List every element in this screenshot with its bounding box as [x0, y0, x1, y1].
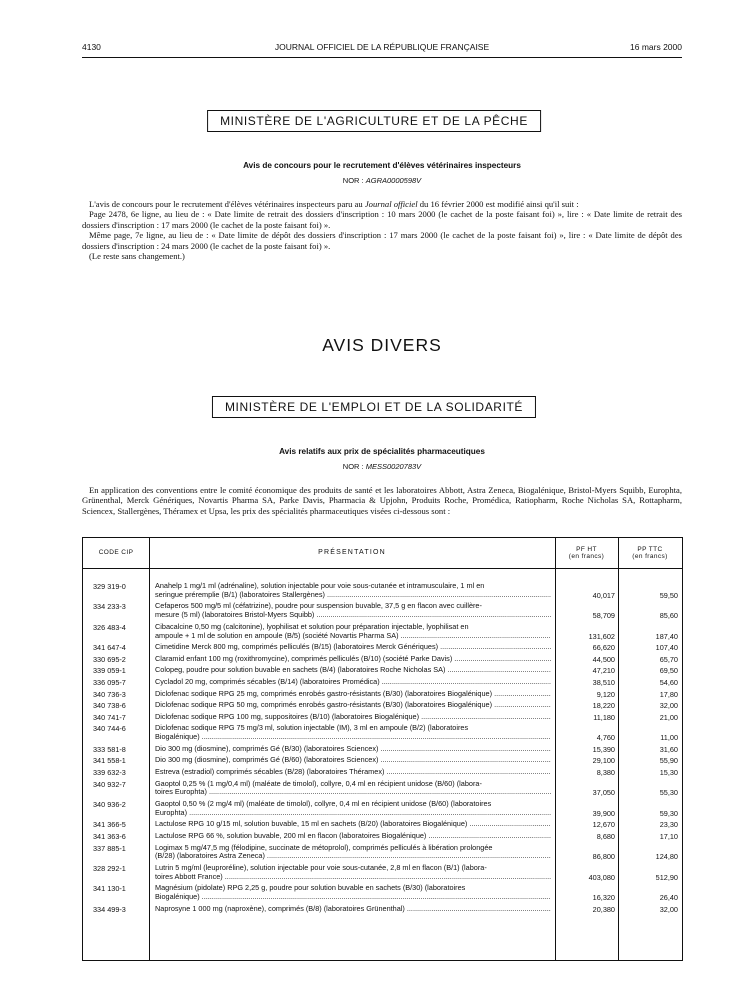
nor-code: AGRA0000598V: [365, 176, 422, 185]
price-pp-ttc: 21,00: [659, 712, 678, 722]
presentation-line: Naprosyne 1 000 mg (naproxène), comprimés (B/8) (laboratoires Grünenthal) .....: [155, 905, 551, 914]
price-pf-ht: 11,180: [593, 712, 615, 722]
column-header-pf-ht: PF HT (en francs): [568, 545, 605, 560]
price-pf-ht: 44,500: [592, 654, 615, 664]
presentation-line: Cimetidine Merck 800 mg, comprimés pelliculés (B/15) (laboratoires Merck Génériques) .....: [155, 643, 551, 652]
column-divider: [555, 538, 556, 960]
price-pf-ht: 9,120: [596, 689, 615, 699]
price-pp-ttc: 23,30: [659, 820, 678, 830]
running-header: [82, 42, 682, 56]
price-pp-ttc: 512,90: [655, 872, 678, 882]
presentation-cell: [155, 884, 551, 902]
price-pp-ttc: 15,30: [659, 768, 678, 777]
presentation-cell: [155, 701, 551, 710]
presentation-cell: [155, 756, 551, 765]
presentation-line: Lactulose RPG 10 g/15 ml, solution buvable, 15 ml en sachets (B/20) (laboratoires Biogalénique) .....: [155, 820, 551, 829]
price-pp-ttc: 55,90: [659, 756, 678, 766]
price-pf-ht: 8,380: [596, 768, 615, 777]
cip-code: 341 363-6: [93, 832, 126, 841]
ministry-box-agriculture: MINISTÈRE DE L'AGRICULTURE ET DE LA PÊCHE: [207, 110, 541, 132]
price-pf-ht: 16,320: [592, 893, 615, 903]
presentation-line: Cycladol 20 mg, comprimés sécables (B/14) (laboratoires Promédica) .....: [155, 678, 551, 687]
paragraph: (Le reste sans changement.): [89, 251, 185, 262]
presentation-cell: [155, 905, 551, 914]
presentation-cell: [155, 864, 551, 882]
nor-label: NOR :: [342, 462, 364, 471]
column-header-code: CODE CIP: [98, 549, 134, 557]
presentation-line: Estreva (estradiol) comprimés sécables (B/28) (laboratoires Théramex) .....: [155, 768, 551, 777]
price-pf-ht: 29,100: [592, 756, 615, 766]
avis-body-concours: [82, 199, 682, 261]
cip-code: 340 932-7: [93, 779, 126, 789]
presentation-cell: [155, 780, 551, 798]
presentation-line: Diclofenac sodique RPG 50 mg, comprimés enrobés gastro-résistants (B/30) (laboratoires Biogalénique) .....: [155, 701, 551, 710]
price-pf-ht: 12,670: [592, 820, 615, 830]
presentation-cell: [155, 666, 551, 675]
presentation-line: Biogalénique) .....: [155, 733, 551, 742]
presentation-cell: [155, 678, 551, 687]
presentation-cell: [155, 655, 551, 664]
presentation-cell: [155, 832, 551, 841]
cip-code: 341 647-4: [93, 643, 126, 653]
cip-code: 336 095-7: [93, 678, 126, 687]
presentation-cell: [155, 745, 551, 754]
presentation-line: Europhta) .....: [155, 809, 551, 818]
presentation-cell: [155, 623, 551, 641]
presentation-line: Diclofenac sodique RPG 25 mg, comprimés enrobés gastro-résistants (B/30) (laboratoires Biogalénique) .....: [155, 690, 551, 699]
price-pf-ht: 37,050: [592, 788, 615, 798]
presentation-line: Cefaperos 500 mg/5 ml (céfatrizine), poudre pour suspension buvable, 37,5 g en flacon avec cuillère-: [155, 602, 482, 611]
presentation-cell: [155, 602, 551, 620]
header-divider: [83, 568, 682, 569]
ministry-box-emploi: MINISTÈRE DE L'EMPLOI ET DE LA SOLIDARITÉ: [212, 396, 536, 418]
presentation-line: Dio 300 mg (diosmine), comprimés Gé (B/30) (laboratoires Sciencex) .....: [155, 745, 551, 754]
price-pp-ttc: 65,70: [659, 654, 678, 664]
cip-code: 340 741-7: [93, 712, 126, 722]
presentation-line: Claramid enfant 100 mg (roxithromycine), comprimés pelliculés (B/10) (société Parke Davis) .....: [155, 655, 551, 664]
journal-title: JOURNAL OFFICIEL DE LA RÉPUBLIQUE FRANÇAISE: [274, 42, 490, 52]
presentation-line: Lutrin 5 mg/ml (leuproréline), solution injectable pour voie sous-cutanée, 2,8 ml en flacon (B/1) (labora-: [155, 864, 487, 872]
paragraph: Page 2478, 6e ligne, au lieu de : « Date limite de retrait des dossiers d'inscription : 10 mars 2000 (le cachet de la poste faisant foi) », lire : « Date limite de retrait des dossiers d'inscription : 17 mars 2000 (le cachet de la poste faisant foi) ».: [82, 209, 682, 230]
column-divider: [149, 538, 150, 960]
price-pp-ttc: 32,00: [659, 701, 678, 711]
price-pp-ttc: 59,50: [659, 590, 678, 600]
presentation-line: mesure (5 ml) (laboratoires Bristol-Myers Squibb) .....: [155, 611, 551, 620]
presentation-line: Magnésium (pidolate) RPG 2,25 g, poudre pour solution buvable en sachets (B/30) (laboratoires: [155, 884, 466, 893]
presentation-line: Gaoptol 0,25 % (1 mg/0,4 ml) (maléate de timolol), collyre, 0,4 ml en récipient unidose (B/60) (labora-: [155, 779, 482, 788]
cip-code: 334 233-3: [93, 602, 126, 612]
paragraph: En application des conventions entre le comité économique des produits de santé et les laboratoires Abbott, Astra Zeneca, Biogalénique, Bristol-Myers Squibb, Europhta, Grünenthal, Merck Génériques, Novartis Pharma SA, Parke Davis, Pharmacia & Upjohn, Produits Roche, Promédica, Ratiopharm, Roche Nicholas SA, Rottapharm, Sciencex, Stallergènes, Théramex et Upsa, les prix des spécialités pharmaceutiques visées ci-dessous sont :: [82, 485, 682, 516]
price-pf-ht: 86,800: [592, 852, 615, 862]
presentation-line: Diclofenac sodique RPG 75 mg/3 ml, solution injectable (IM), 3 ml en ampoule (B/2) (laboratoires: [155, 724, 469, 733]
price-pp-ttc: 187,40: [655, 631, 678, 641]
paragraph: L'avis de concours pour le recrutement d'élèves vétérinaires inspecteurs paru au Journal officiel du 16 février 2000 est modifié ainsi qu'il suit :: [89, 199, 579, 209]
column-header-presentation: PRÉSENTATION: [318, 549, 386, 557]
price-pf-ht: 18,220: [592, 701, 615, 711]
cip-code: 333 581-8: [93, 744, 126, 754]
price-table: [82, 537, 683, 961]
cip-code: 340 936-2: [93, 800, 126, 809]
presentation-line: Gaoptol 0,50 % (2 mg/4 ml) (maléate de timolol), collyre, 0,4 ml en récipient unidose (B/60) (laboratoires: [155, 800, 492, 808]
presentation-line: Diclofenac sodique RPG 100 mg, suppositoires (B/10) (laboratoires Biogalénique) .....: [155, 713, 551, 722]
price-pf-ht: 131,602: [588, 631, 615, 641]
price-pf-ht: 39,900: [592, 808, 615, 818]
presentation-line: Dio 300 mg (diosmine), comprimés Gé (B/60) (laboratoires Sciencex) .....: [155, 756, 551, 765]
header-rule: [82, 57, 682, 58]
presentation-cell: [155, 582, 551, 600]
presentation-line: (B/28) (laboratoires Astra Zeneca) .....: [155, 852, 551, 861]
cip-code: 337 885-1: [93, 843, 126, 853]
price-pf-ht: 20,380: [592, 904, 615, 914]
price-pp-ttc: 32,00: [659, 904, 678, 914]
avis-intro-prix: [82, 485, 682, 516]
price-pp-ttc: 54,60: [659, 678, 678, 687]
presentation-line: ampoule + 1 ml de solution en ampoule (B/5) (société Novartis Pharma SA) .....: [155, 632, 551, 641]
presentation-cell: [155, 768, 551, 777]
cip-code: 326 483-4: [93, 622, 126, 632]
paragraph: Même page, 7e ligne, au lieu de : « Date limite de dépôt des dossiers d'inscription : 17 mars 2000 (le cachet de la poste faisant foi) », lire : « Date limite de dépôt des dossiers d'inscription : 24 mars 2000 (le cachet de la poste faisant foi) ».: [82, 230, 682, 251]
nor-reference-2: [82, 462, 682, 471]
presentation-line: Lactulose RPG 66 %, solution buvable, 200 ml en flacon (laboratoires Biogalénique) .....: [155, 832, 551, 841]
avis-title-prix: Avis relatifs aux prix de spécialités pharmaceutiques: [279, 447, 485, 456]
presentation-line: Logimax 5 mg/47,5 mg (félodipine, succinate de métoprolol), comprimés pelliculés à libération prolongée: [155, 843, 493, 852]
presentation-line: Biogalénique) .....: [155, 893, 551, 902]
price-pp-ttc: 17,10: [659, 832, 678, 841]
price-pp-ttc: 59,30: [659, 808, 678, 818]
presentation-line: Anahelp 1 mg/1 ml (adrénaline), solution injectable pour voie sous-cutanée et intramusculaire, 1 ml en: [155, 582, 485, 590]
presentation-cell: [155, 844, 551, 862]
column-header-pp-ttc: PP TTC (en francs): [632, 545, 668, 560]
cip-code: 334 499-3: [93, 904, 126, 914]
presentation-line: toires Abbott France) .....: [155, 873, 551, 882]
price-pp-ttc: 31,60: [659, 744, 678, 754]
issue-date: 16 mars 2000: [630, 42, 682, 52]
cip-code: 341 130-1: [93, 884, 126, 894]
price-pp-ttc: 55,30: [659, 788, 678, 798]
price-pp-ttc: 107,40: [655, 643, 678, 653]
cip-code: 329 319-0: [93, 582, 126, 591]
price-pf-ht: 4,760: [596, 733, 615, 743]
price-pp-ttc: 11,00: [660, 733, 678, 743]
price-pf-ht: 8,680: [596, 832, 615, 841]
price-pp-ttc: 17,80: [659, 689, 678, 699]
cip-code: 328 292-1: [93, 864, 126, 873]
price-pp-ttc: 124,80: [655, 852, 678, 862]
price-pp-ttc: 69,50: [659, 666, 678, 676]
presentation-line: Cibacalcine 0,50 mg (calcitonine), lyophilisat et solution pour préparation injectable, lyophilisat en: [155, 622, 469, 631]
presentation-cell: [155, 643, 551, 652]
price-pf-ht: 58,709: [592, 611, 615, 621]
cip-code: 340 736-3: [93, 689, 126, 699]
nor-label: NOR :: [342, 176, 364, 185]
price-pf-ht: 38,510: [592, 678, 615, 687]
price-pf-ht: 15,390: [592, 744, 615, 754]
presentation-line: seringue préremplie (B/1) (laboratoires Stallergènes) .....: [155, 591, 551, 600]
price-pp-ttc: 26,40: [659, 893, 678, 903]
cip-code: 330 695-2: [93, 654, 126, 664]
presentation-cell: [155, 800, 551, 818]
cip-code: 339 059-1: [93, 666, 126, 676]
presentation-line: toires Europhta) .....: [155, 788, 551, 797]
cip-code: 340 744-6: [93, 724, 126, 734]
price-pf-ht: 66,620: [592, 643, 615, 653]
nor-code: MESS0020783V: [365, 462, 422, 471]
nor-reference-1: [82, 176, 682, 185]
avis-title-concours: Avis de concours pour le recrutement d'élèves vétérinaires inspecteurs: [243, 161, 521, 170]
price-pf-ht: 40,017: [592, 590, 615, 600]
price-pf-ht: 47,210: [592, 666, 615, 676]
presentation-cell: [155, 724, 551, 742]
presentation-cell: [155, 690, 551, 699]
presentation-line: Colopeg, poudre pour solution buvable en sachets (B/4) (laboratoires Roche Nicholas SA) .....: [155, 666, 551, 675]
price-pf-ht: 403,080: [588, 872, 615, 882]
cip-code: 341 558-1: [93, 756, 126, 766]
cip-code: 339 632-3: [93, 768, 126, 777]
page-number: 4130: [82, 42, 101, 52]
presentation-cell: [155, 820, 551, 829]
presentation-cell: [155, 713, 551, 722]
cip-code: 340 738-6: [93, 701, 126, 711]
column-divider: [618, 538, 619, 960]
price-pp-ttc: 85,60: [659, 611, 678, 621]
section-heading: AVIS DIVERS: [322, 335, 442, 355]
cip-code: 341 366-5: [93, 820, 126, 830]
